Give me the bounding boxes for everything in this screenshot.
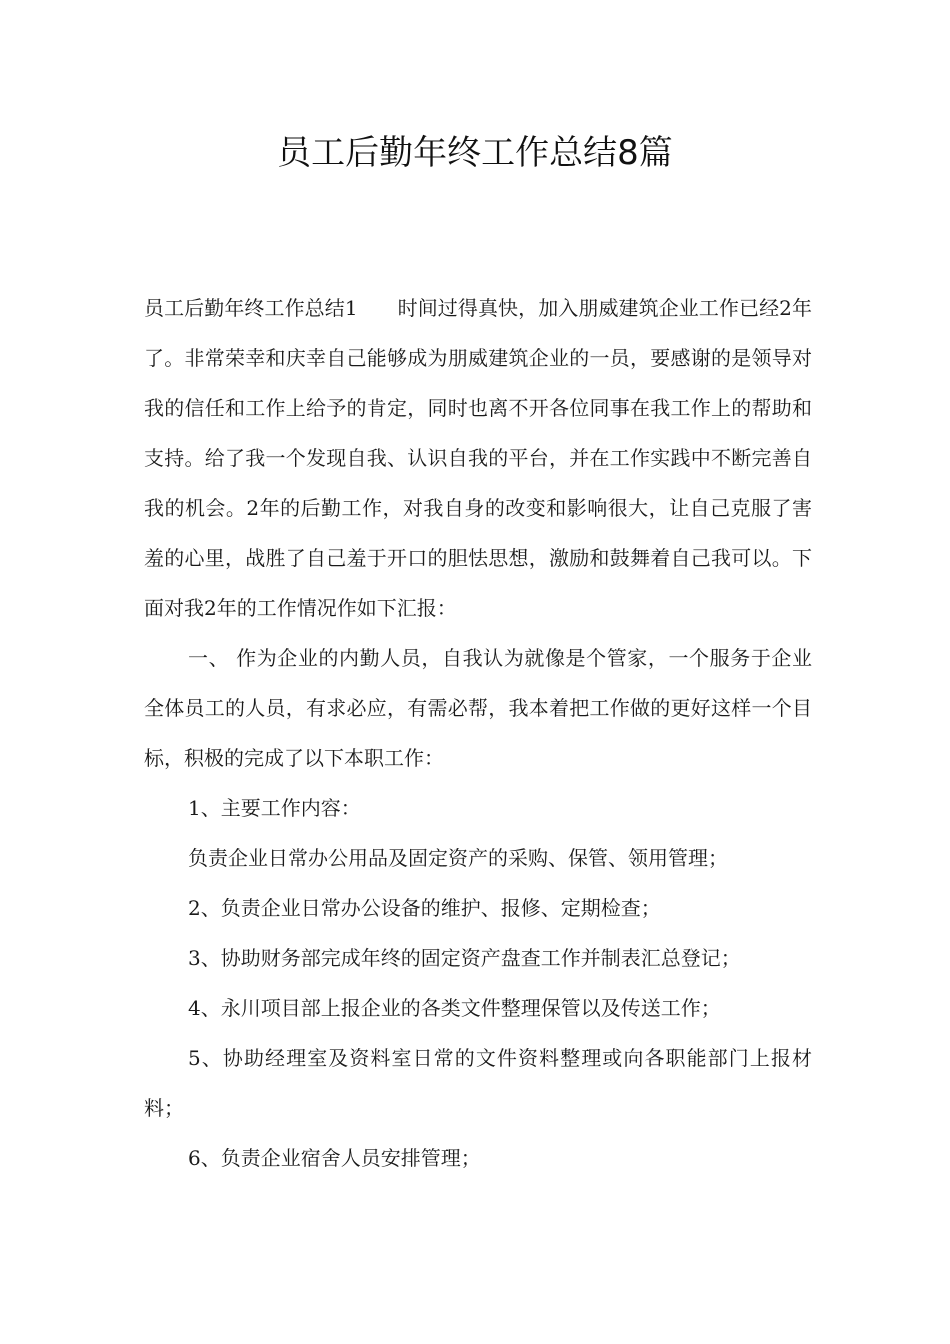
section-heading: 员工后勤年终工作总结1 <box>144 296 358 320</box>
item-3: 3、协助财务部完成年终的固定资产盘查工作并制表汇总登记； <box>188 946 741 970</box>
item-1-heading: 1、主要工作内容： <box>188 796 361 820</box>
item-6: 6、负责企业宿舍人员安排管理； <box>188 1146 481 1170</box>
point-one-paragraph: 一、 作为企业的内勤人员，自我认为就像是个管家，一个服务于企业全体员工的人员，有求必应，有需必帮，我本着把工作做的更好这样一个目标，积极的完成了以下本职工作： <box>144 646 812 770</box>
item-5: 5、协助经理室及资料室日常的文件资料整理或向各职能部门上报材料； <box>144 1046 812 1120</box>
intro-paragraph <box>144 283 812 633</box>
item-4: 4、永川项目部上报企业的各类文件整理保管以及传送工作； <box>188 996 721 1020</box>
item-1-detail: 负责企业日常办公用品及固定资产的采购、保管、领用管理； <box>188 846 728 870</box>
intro-text: 时间过得真快，加入朋威建筑企业工作已经2年了。非常荣幸和庆幸自己能够成为朋威建筑企业的一员，要感谢的是领导对我的信任和工作上给予的肯定，同时也离不开各位同事在我工作上的帮助和支持。给了我一个发现自我、认识自我的平台，并在工作实践中不断完善自我的机会。2年的后勤工作，对我自身的改变和影响很大，让自己克服了害羞的心里，战胜了自己羞于开口的胆怯思想，激励和鼓舞着自己我可以。下面对我2年的工作情况作如下汇报： <box>144 296 812 620</box>
item-2: 2、负责企业日常办公设备的维护、报修、定期检查； <box>188 896 661 920</box>
document-title: 员工后勤年终工作总结8篇 <box>277 133 673 173</box>
document-body <box>144 283 812 1183</box>
